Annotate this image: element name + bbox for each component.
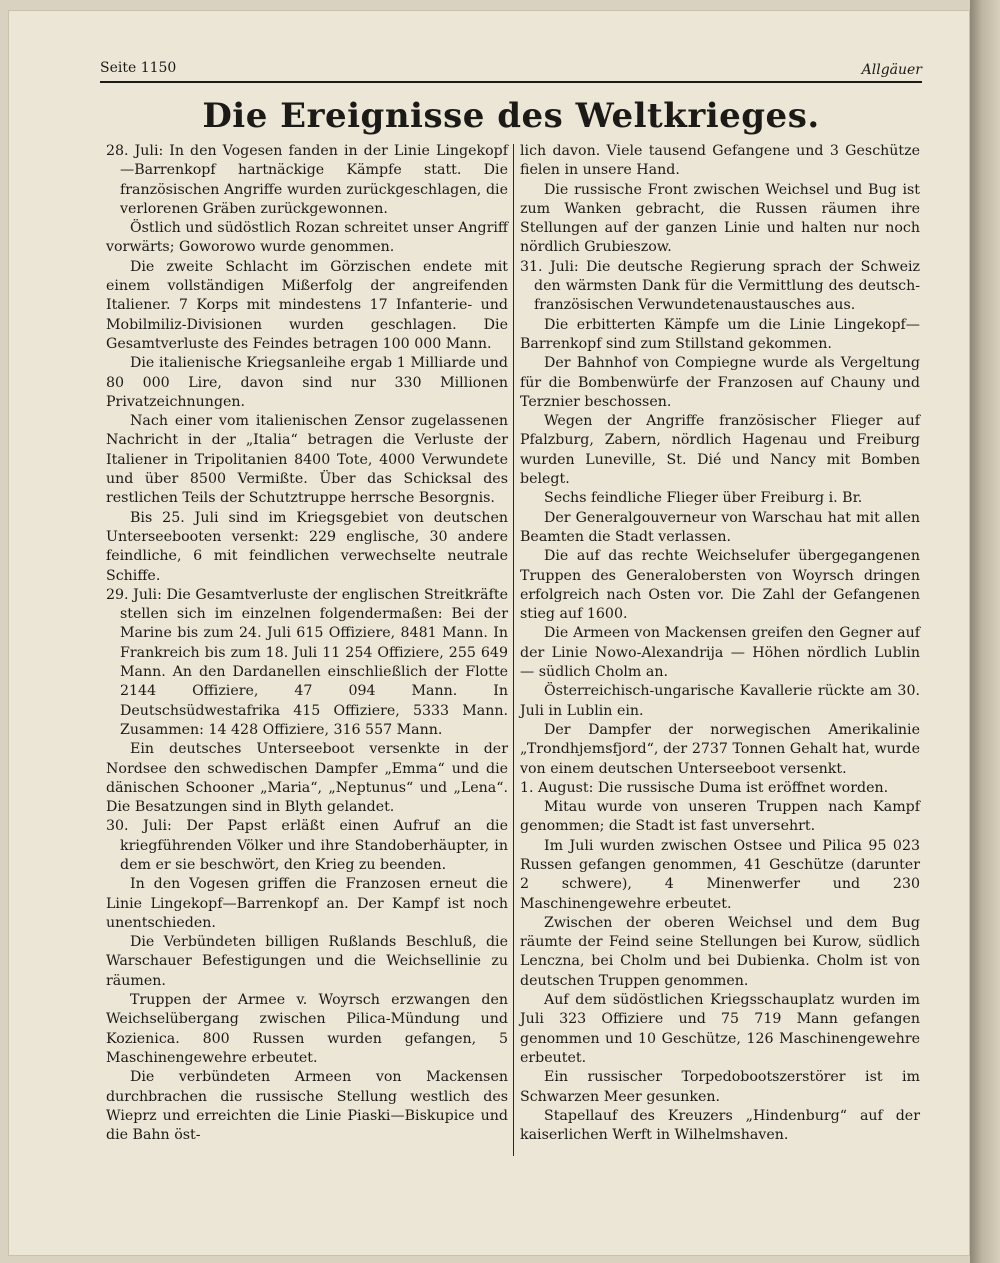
paragraph: Ein deutsches Unterseeboot versenkte in der Nordsee den schwedischen Dampfer „Emma“ und die dänischen Schooner „Maria“, „Neptunus“ und „Lena“. Die Besatzungen sind in Blyth gelandet. [106, 741, 508, 816]
paragraph: Wegen der Angriffe französischer Flieger auf Pfalzburg, Zabern, nördlich Hagenau und Freiburg wurden Luneville, St. Dié und Nancy mit Bomben belegt. [520, 413, 920, 488]
paragraph: Sechs feindliche Flieger über Freiburg i. Br. [544, 490, 863, 507]
paragraph: Der Bahnhof von Compiegne wurde als Vergeltung für die Bombenwürfe der Franzosen auf Chauny und Terznier beschossen. [520, 355, 920, 410]
paragraph: Die auf das rechte Weichselufer übergegangenen Truppen des Generalobersten von Woyrsch dringen erfolgreich nach Osten vor. Die Zahl der Gefangenen stieg auf 1600. [520, 548, 920, 623]
header-rule [100, 81, 922, 83]
paragraph: Der Dampfer der norwegischen Amerikalinie „Trondhjemsfjord“, der 2737 Tonnen Gehalt hat, wurde von einem deutschen Unterseeboot versenkt. [520, 721, 920, 777]
paragraph: Die erbitterten Kämpfe um die Linie Lingekopf—Barrenkopf sind zum Stillstand gekommen. [520, 316, 920, 352]
paragraph: Ein russischer Torpedobootszerstörer ist im Schwarzen Meer gesunken. [520, 1069, 920, 1105]
paragraph: Truppen der Armee v. Woyrsch erzwangen den Weichselübergang zwischen Pilica-Mündung und Kozienica. 800 Russen wurden gefangen, 5 Maschinengewehre erbeutet. [106, 992, 508, 1066]
paragraph: Zwischen der oberen Weichsel und dem Bug räumte der Feind seine Stellungen bei Kurow, südlich Lenczna, bei Cholm und bei Dubienka. Cholm ist von deutschen Truppen genommen. [520, 914, 920, 989]
paragraph: Österreichisch-ungarische Kavallerie rückte am 30. Juli in Lublin ein. [520, 683, 920, 719]
paragraph: Die verbündeten Armeen von Mackensen durchbrachen die russische Stellung westlich des Wieprz und erreichten die Linie Piaski—Biskupice und die Bahn öst- [106, 1069, 508, 1144]
paragraph: Mitau wurde von unseren Truppen nach Kampf genommen; die Stadt ist fast unversehrt. [520, 799, 920, 835]
paragraph: Die italienische Kriegsanleihe ergab 1 Milliarde und 80 000 Lire, davon sind nur 330 Millionen Privatzeichnungen. [106, 355, 508, 410]
right-column [520, 142, 920, 1145]
running-title: Allgäuer [861, 62, 922, 78]
paragraph: 28. Juli: In den Vogesen fanden in der Linie Lingekopf—Barrenkopf hartnäckige Kämpfe statt. Die französischen Angriffe wurden zurückgeschlagen, die verlorenen Gräben zurückgewonnen. [106, 143, 508, 217]
article-title: Die Ereignisse des Weltkrieges. [202, 96, 820, 136]
paragraph: 30. Juli: Der Papst erläßt einen Aufruf an die kriegführenden Völker und ihre Standoberhäupter, in dem er sie beschwört, den Krieg zu beenden. [106, 818, 508, 873]
binding-edge [970, 0, 1000, 1263]
paragraph: In den Vogesen griffen die Franzosen erneut die Linie Lingekopf—Barrenkopf an. Der Kampf ist noch unentschieden. [106, 876, 508, 931]
paragraph: Auf dem südöstlichen Kriegsschauplatz wurden im Juli 323 Offiziere und 75 719 Mann gefangen genommen und 10 Geschütze, 126 Maschinengewehre erbeutet. [520, 992, 920, 1066]
paragraph: 31. Juli: Die deutsche Regierung sprach der Schweiz den wärmsten Dank für die Vermittlung des deutsch-französischen Verwundetenaustausches aus. [520, 258, 920, 314]
paragraph: Die zweite Schlacht im Görzischen endete mit einem vollständigen Mißerfolg der angreifenden Italiener. 7 Korps mit mindestens 17 Infanterie- und Mobilmiliz-Divisionen wurden geschlagen. Die Gesamtverluste des Feindes betragen 100 000 Mann. [106, 258, 508, 352]
paragraph: Östlich und südöstlich Rozan schreitet unser Angriff vorwärts; Goworowo wurde genommen. [106, 220, 508, 256]
paragraph: 1. August: Die russische Duma ist eröffnet worden. [520, 779, 889, 796]
paragraph: Bis 25. Juli sind im Kriegsgebiet von deutschen Unterseebooten versenkt: 229 englische, 30 andere feindliche, 6 mit feindlichen verwechselte neutrale Schiffe. [106, 509, 508, 584]
paragraph: 29. Juli: Die Gesamtverluste der englischen Streitkräfte stellen sich im einzelnen folgendermaßen: Bei der Marine bis zum 24. Juli 615 Offiziere, 8481 Mann. In Frankreich bis zum 18. Juli 11 254 Offiziere, 255 649 Mann. An den Dardanellen einschließlich der Flotte 2144 Offiziere, 47 094 Mann. In Deutschsüdwestafrika 415 Offiziere, 5333 Mann. Zusammen: 14 428 Offiziere, 316 557 Mann. [106, 586, 508, 738]
paragraph: Der Generalgouverneur von Warschau hat mit allen Beamten die Stadt verlassen. [520, 509, 920, 545]
paragraph: Die russische Front zwischen Weichsel und Bug ist zum Wanken gebracht, die Russen räumen ihre Stellungen auf der ganzen Linie und halten nur noch nördlich Grubieszow. [520, 181, 920, 256]
paragraph: Nach einer vom italienischen Zensor zugelassenen Nachricht in der „Italia“ betragen die Verluste der Italiener in Tripolitanien 8400 Tote, 4000 Verwundete und über 8500 Vermißte. Über das Schicksal des restlichen Teils der Schutztruppe herrsche Besorgnis. [106, 413, 508, 507]
left-column [106, 142, 508, 1145]
paragraph: Stapellauf des Kreuzers „Hindenburg“ auf der kaiserlichen Werft in Wilhelmshaven. [520, 1107, 920, 1144]
page-number: Seite 1150 [100, 60, 177, 76]
paragraph: lich davon. Viele tausend Gefangene und 3 Geschütze fielen in unsere Hand. [520, 143, 920, 179]
column-rule [513, 144, 514, 1156]
page-header [100, 52, 922, 82]
paragraph: Die Verbündeten billigen Rußlands Beschluß, die Warschauer Befestigungen und die Weichsellinie zu räumen. [106, 934, 508, 989]
paragraph: Im Juli wurden zwischen Ostsee und Pilica 95 023 Russen gefangen genommen, 41 Geschütze (darunter 2 schwere), 4 Minenwerfer und 230 Maschinengewehre erbeutet. [520, 837, 920, 912]
paragraph: Die Armeen von Mackensen greifen den Gegner auf der Linie Nowo-Alexandrija — Höhen nördlich Lublin — südlich Cholm an. [520, 625, 920, 681]
